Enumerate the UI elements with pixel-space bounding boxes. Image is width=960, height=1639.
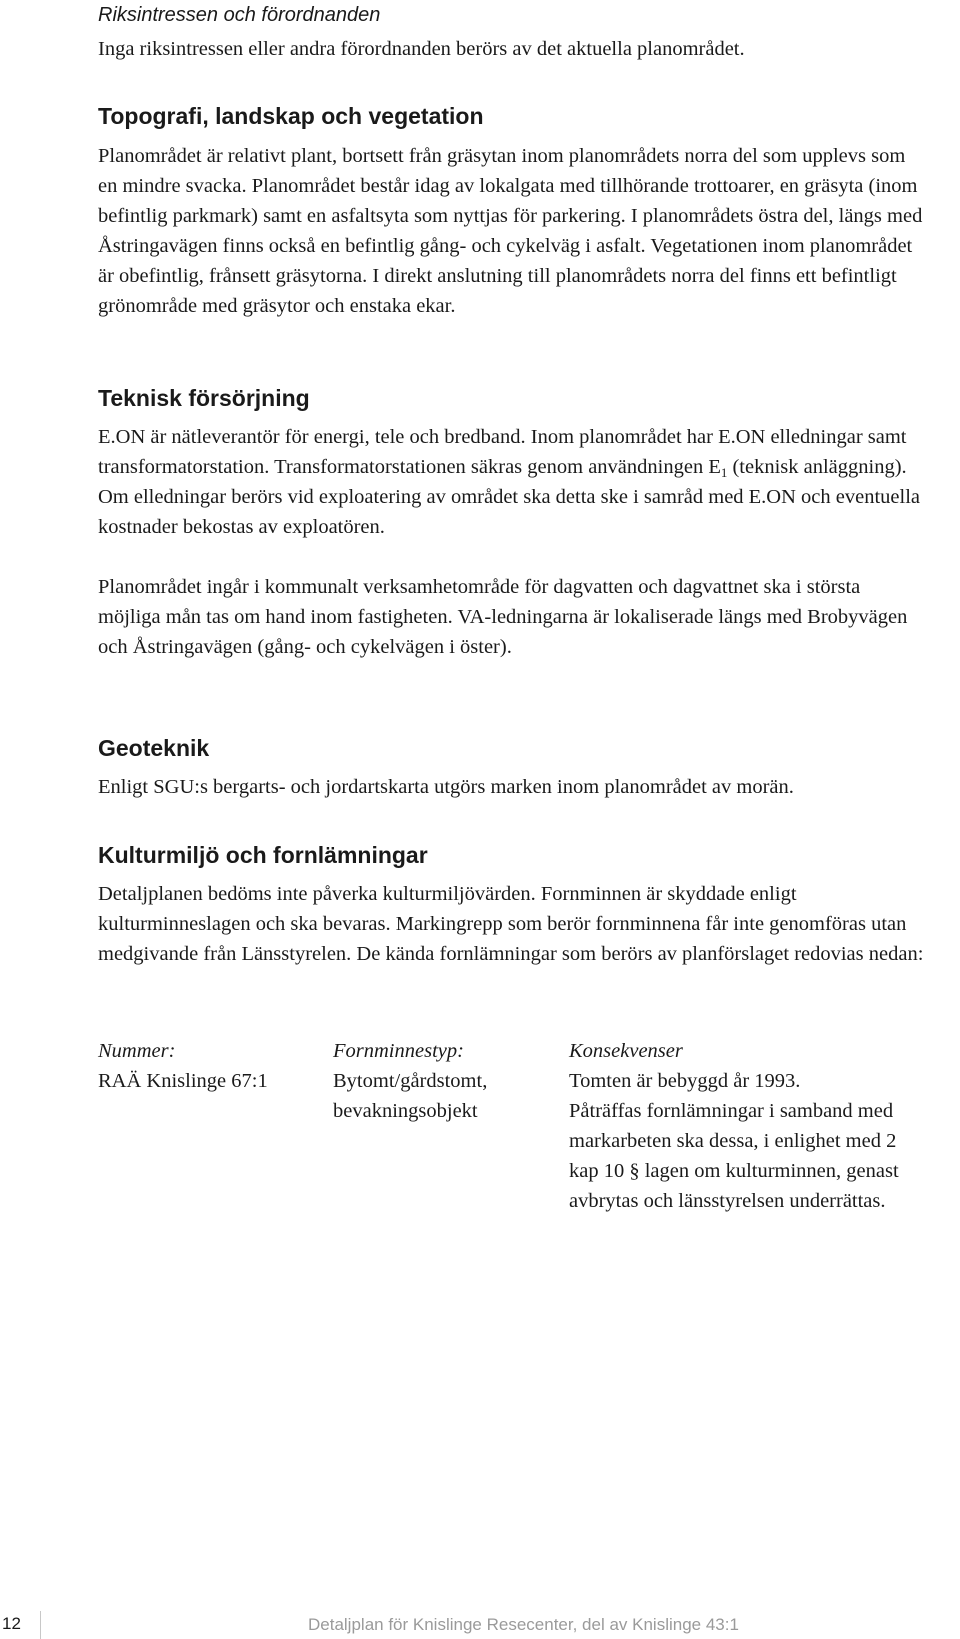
footer-title: Detaljplan för Knislinge Resecenter, del av Knislinge 43:1 bbox=[308, 1615, 739, 1634]
body-text: E.ON är nätleverantör för energi, tele och bredband. Inom planområdet har E.ON elledningar samt transformatorstation. Transformatorstationen säkras genom användningen E bbox=[98, 426, 907, 478]
table-cell: Bytomt/gårdstomt, bbox=[333, 1070, 488, 1092]
table-header: Nummer: bbox=[98, 1040, 176, 1062]
section-body: Planområdet är relativt plant, bortsett från gräsytan inom planområdets norra del som upplevs som en mindre svacka. Planområdet består idag av lokalgata med tillhörande trottoarer, en gräsyta (inom befintlig parkmark) samt en asfaltsyta som nyttjas för parkering. I planområdets östra del, längs med Åstringavägen finns också en befintlig gång- och cykelväg i asfalt. Vegetationen inom planområdet är obefintlig, frånsett gräsytorna. I direkt anslutning till planområdets norra del finns ett befintligt grönområde med gräsytor och enstaka ekar. bbox=[98, 145, 923, 317]
table-cell: bevakningsobjekt bbox=[333, 1100, 478, 1122]
table-column-typ bbox=[333, 1036, 563, 1126]
footer-divider bbox=[40, 1611, 41, 1639]
table-cell: markarbeten ska dessa, i enlighet med 2 bbox=[569, 1130, 897, 1152]
section-subtitle: Riksintressen och förordnanden bbox=[98, 4, 381, 26]
section-heading: Kulturmiljö och fornlämningar bbox=[98, 842, 428, 868]
subscript: 1 bbox=[720, 465, 728, 480]
section-heading: Geoteknik bbox=[98, 735, 210, 761]
section-body: Inga riksintressen eller andra förordnanden berörs av det aktuella planområdet. bbox=[98, 38, 745, 60]
section-heading: Topografi, landskap och vegetation bbox=[98, 103, 484, 129]
body-text: (teknisk anläggning). Om elledningar berörs vid exploatering av området ska detta ske i samråd med E.ON och eventuella kostnader bekostas av exploatören. bbox=[98, 456, 921, 538]
table-header: Fornminnestyp: bbox=[333, 1040, 464, 1062]
table-column-nummer bbox=[98, 1036, 328, 1096]
table-cell: kap 10 § lagen om kulturminnen, genast bbox=[569, 1160, 899, 1182]
section-body: Enligt SGU:s bergarts- och jordartskarta utgörs marken inom planområdet av morän. bbox=[98, 776, 794, 798]
section-teknisk bbox=[98, 384, 928, 662]
section-body bbox=[98, 422, 928, 542]
section-body: Planområdet ingår i kommunalt verksamhetområde för dagvatten och dagvattnet ska i största möjliga mån tas om hand inom fastigheten. VA-ledningarna är lokaliserade längs med Brobyvägen och Åstringavägen (gång- och cykelvägen i öster). bbox=[98, 576, 908, 658]
section-geoteknik bbox=[98, 734, 928, 802]
table-cell: avbrytas och länsstyrelsen underrättas. bbox=[569, 1190, 886, 1212]
table-cell: Påträffas fornlämningar i samband med bbox=[569, 1100, 894, 1122]
table-column-konsekvenser bbox=[569, 1036, 949, 1216]
table-header: Konsekvenser bbox=[569, 1040, 683, 1062]
table-cell: Tomten är bebyggd år 1993. bbox=[569, 1070, 801, 1092]
section-kulturmiljo bbox=[98, 841, 928, 969]
section-riksintressen bbox=[98, 2, 928, 64]
section-topografi bbox=[98, 102, 928, 321]
page-number: 12 bbox=[2, 1614, 21, 1633]
table-cell: RAÄ Knislinge 67:1 bbox=[98, 1070, 268, 1092]
section-heading: Teknisk försörjning bbox=[98, 385, 310, 411]
section-body: Detaljplanen bedöms inte påverka kulturmiljövärden. Fornminnen är skyddade enligt kulturminneslagen och ska bevaras. Markingrepp som berör fornminnena får inte genomföras utan medgivande från Länsstyrelen. De kända fornlämningar som berörs av planförslaget redovias nedan: bbox=[98, 883, 924, 965]
